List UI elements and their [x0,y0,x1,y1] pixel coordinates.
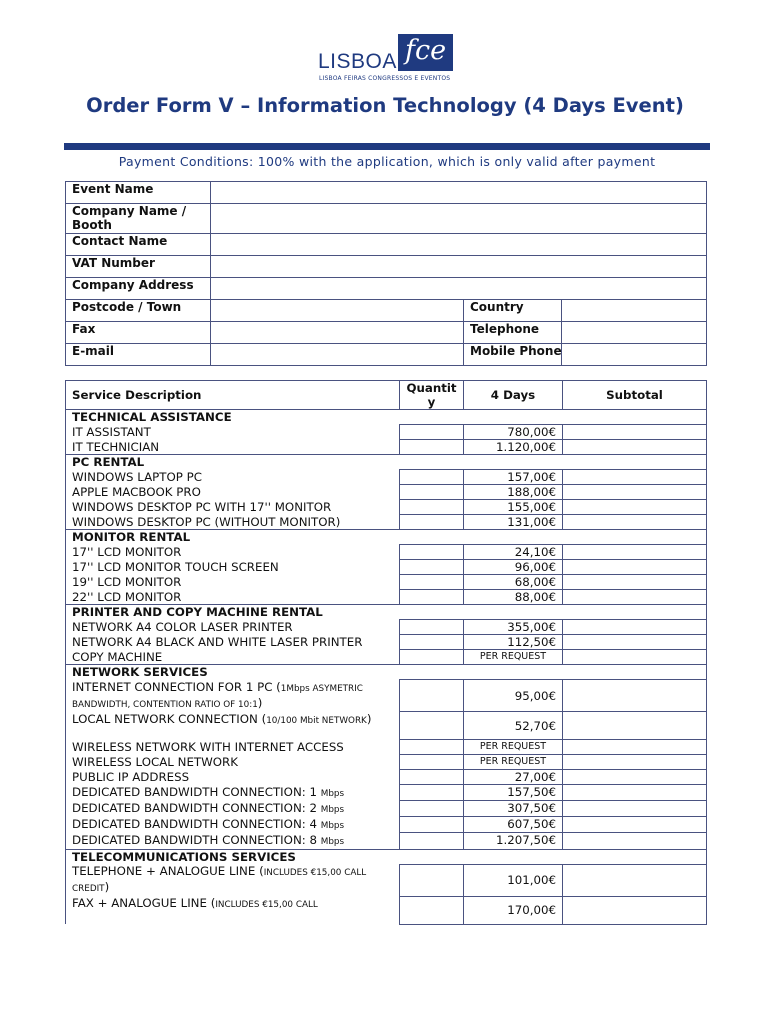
quantity-cell[interactable] [400,425,464,440]
payment-conditions: Payment Conditions: 100% with the application, which is only valid after payment [118,154,656,169]
price-cell: 88,00€ [464,590,563,605]
service-name-text: DEDICATED BANDWIDTH CONNECTION: 8 [72,832,321,847]
service-row [66,500,707,515]
service-name-text: WINDOWS DESKTOP PC WITH 17'' MONITOR [72,499,332,514]
quantity-cell[interactable] [400,620,464,635]
logo-mark: fce [398,34,453,71]
service-name [66,740,400,755]
service-name [66,590,400,605]
service-row [66,425,707,440]
quantity-cell[interactable] [400,680,464,712]
quantity-cell[interactable] [400,833,464,850]
service-row [66,650,707,665]
service-name-text: APPLE MACBOOK PRO [72,484,201,499]
service-note: Mbps [320,820,345,831]
subtotal-cell[interactable] [563,896,707,924]
service-name [66,864,400,896]
service-row [66,896,707,924]
quantity-cell[interactable] [400,440,464,455]
service-name-text: 17'' LCD MONITOR TOUCH SCREEN [72,559,279,574]
service-row [66,620,707,635]
company-address-label: Company Address [66,278,211,300]
service-note-close: ) [366,711,372,726]
subtotal-cell[interactable] [563,635,707,650]
service-row [66,770,707,785]
subtotal-cell[interactable] [563,440,707,455]
service-row [66,801,707,817]
email-label: E-mail [66,344,211,366]
service-row [66,712,707,740]
service-row [66,470,707,485]
subtotal-cell[interactable] [563,712,707,740]
header-service: Service Description [66,381,400,410]
vat-number-field[interactable] [211,256,707,278]
service-name [66,515,400,530]
service-row [66,864,707,896]
subtotal-cell[interactable] [563,770,707,785]
service-name-text: COPY MACHINE [72,649,163,664]
service-note-close: ) [257,695,263,710]
service-name-text: INTERNET CONNECTION FOR 1 PC ( [72,679,281,694]
service-note: Mbps [320,788,345,799]
subtotal-cell[interactable] [563,680,707,712]
service-name-text: WIRELESS NETWORK WITH INTERNET ACCESS [72,739,344,754]
country-label: Country [464,300,562,322]
subtotal-cell[interactable] [563,470,707,485]
price-cell: 1.120,00€ [464,440,563,455]
service-row [66,680,707,712]
service-name [66,801,400,817]
subtotal-cell[interactable] [563,500,707,515]
postcode-town-label: Postcode / Town [66,300,211,322]
service-name-text: PUBLIC IP ADDRESS [72,769,190,784]
postcode-town-field[interactable] [211,300,464,322]
service-note: 1Mbps ASYMETRIC BANDWIDTH, CONTENTION RATIO OF 10:1 [72,683,363,710]
service-row [66,817,707,833]
service-name [66,440,400,455]
service-note-close: ) [104,880,110,894]
quantity-cell[interactable] [400,560,464,575]
service-name [66,833,400,850]
price-cell: 131,00€ [464,515,563,530]
price-cell: 188,00€ [464,485,563,500]
service-name [66,500,400,515]
subtotal-cell[interactable] [563,785,707,801]
section-row [66,665,707,680]
service-name-text: NETWORK A4 BLACK AND WHITE LASER PRINTER [72,634,363,649]
price-cell: 780,00€ [464,425,563,440]
service-name [66,712,400,740]
quantity-cell[interactable] [400,770,464,785]
service-name-text: DEDICATED BANDWIDTH CONNECTION: 1 [72,784,321,799]
service-note: INCLUDES €15,00 CALL [215,900,318,910]
service-name [66,425,400,440]
subtotal-cell[interactable] [563,620,707,635]
service-name-text: FAX + ANALOGUE LINE ( [72,896,216,910]
vat-number-label: VAT Number [66,256,211,278]
service-name-text: 17'' LCD MONITOR [72,544,182,559]
subtotal-cell[interactable] [563,485,707,500]
subtotal-cell[interactable] [563,425,707,440]
service-row [66,485,707,500]
price-cell: 95,00€ [464,680,563,712]
price-cell: 101,00€ [464,864,563,896]
subtotal-cell[interactable] [563,590,707,605]
service-name-text: WIRELESS LOCAL NETWORK [72,754,238,769]
quantity-cell[interactable] [400,485,464,500]
service-row [66,575,707,590]
service-name [66,785,400,801]
quantity-cell[interactable] [400,650,464,665]
section-row [66,455,707,470]
price-cell: 157,50€ [464,785,563,801]
service-row [66,515,707,530]
service-row [66,740,707,755]
subtotal-cell[interactable] [563,650,707,665]
service-name-text: NETWORK A4 COLOR LASER PRINTER [72,619,293,634]
service-name [66,575,400,590]
customer-info-table [65,181,707,366]
telephone-label: Telephone [464,322,562,344]
service-name [66,485,400,500]
service-row [66,440,707,455]
service-row [66,560,707,575]
company-booth-field[interactable] [211,204,707,234]
service-name [66,680,400,712]
service-name-text: IT ASSISTANT [72,424,151,439]
price-cell: PER REQUEST [464,740,563,755]
quantity-cell[interactable] [400,785,464,801]
section-title: NETWORK SERVICES [66,665,707,680]
logo-tagline: LISBOA FEIRAS CONGRESSOS E EVENTOS [319,75,451,82]
price-cell: 96,00€ [464,560,563,575]
service-row [66,545,707,560]
service-name [66,635,400,650]
service-name [66,755,400,770]
subtotal-cell[interactable] [563,740,707,755]
quantity-cell[interactable] [400,590,464,605]
service-name-text: WINDOWS LAPTOP PC [72,469,202,484]
service-name [66,896,400,924]
service-name-text: 22'' LCD MONITOR [72,589,182,604]
quantity-cell[interactable] [400,801,464,817]
price-cell: 607,50€ [464,817,563,833]
fax-field[interactable] [211,322,464,344]
page-title: Order Form V – Information Technology (4 Days Event) [86,94,684,117]
contact-name-field[interactable] [211,234,707,256]
company-booth-label: Company Name / Booth [66,204,211,234]
price-cell: 355,00€ [464,620,563,635]
mobile-phone-label: Mobile Phone [464,344,562,366]
quantity-cell[interactable] [400,712,464,740]
service-name-text: WINDOWS DESKTOP PC (WITHOUT MONITOR) [72,514,341,529]
quantity-cell[interactable] [400,740,464,755]
service-name-text: 19'' LCD MONITOR [72,574,182,589]
service-row [66,590,707,605]
section-row [66,849,707,864]
quantity-cell[interactable] [400,896,464,924]
service-name-text: TELEPHONE + ANALOGUE LINE ( [72,864,264,878]
price-cell: 155,00€ [464,500,563,515]
title-rule [64,143,710,150]
price-cell: 27,00€ [464,770,563,785]
service-row [66,755,707,770]
subtotal-cell[interactable] [563,560,707,575]
section-title: PC RENTAL [66,455,707,470]
service-name-text: IT TECHNICIAN [72,439,160,454]
telephone-field[interactable] [562,322,707,344]
logo-brand: LISBOA [318,50,397,73]
contact-name-label: Contact Name [66,234,211,256]
service-name [66,770,400,785]
subtotal-cell[interactable] [563,545,707,560]
price-cell: 157,00€ [464,470,563,485]
subtotal-cell[interactable] [563,817,707,833]
email-field[interactable] [211,344,464,366]
services-table [65,380,707,925]
company-address-field[interactable] [211,278,707,300]
service-note: Mbps [320,804,345,815]
service-row [66,635,707,650]
price-cell: 52,70€ [464,712,563,740]
service-name [66,545,400,560]
header-subtotal: Subtotal [563,381,707,410]
subtotal-cell[interactable] [563,833,707,850]
country-field[interactable] [562,300,707,322]
section-row [66,410,707,425]
section-row [66,605,707,620]
quantity-cell[interactable] [400,817,464,833]
service-note: 10/100 Mbit NETWORK [266,715,367,726]
quantity-cell[interactable] [400,635,464,650]
event-name-field[interactable] [211,182,707,204]
service-name [66,620,400,635]
subtotal-cell[interactable] [563,864,707,896]
service-row [66,785,707,801]
subtotal-cell[interactable] [563,575,707,590]
quantity-cell[interactable] [400,575,464,590]
service-note: INCLUDES €15,00 CALL CREDIT [72,868,367,894]
section-row [66,530,707,545]
section-title: MONITOR RENTAL [66,530,707,545]
fax-label: Fax [66,322,211,344]
service-name-text: DEDICATED BANDWIDTH CONNECTION: 4 [72,816,321,831]
header-days: 4 Days [464,381,563,410]
service-name [66,560,400,575]
subtotal-cell[interactable] [563,515,707,530]
service-name [66,650,400,665]
quantity-cell[interactable] [400,500,464,515]
service-name [66,817,400,833]
price-cell: 1.207,50€ [464,833,563,850]
service-row [66,833,707,850]
subtotal-cell[interactable] [563,801,707,817]
section-title: TELECOMMUNICATIONS SERVICES [66,849,707,864]
quantity-cell[interactable] [400,864,464,896]
section-title: PRINTER AND COPY MACHINE RENTAL [66,605,707,620]
price-cell: PER REQUEST [464,650,563,665]
service-name-text: DEDICATED BANDWIDTH CONNECTION: 2 [72,800,321,815]
service-note: Mbps [320,836,345,847]
quantity-cell[interactable] [400,470,464,485]
service-name-text: LOCAL NETWORK CONNECTION ( [72,711,267,726]
section-title: TECHNICAL ASSISTANCE [66,410,707,425]
logo [318,34,458,84]
service-name [66,470,400,485]
quantity-cell[interactable] [400,755,464,770]
price-cell: 24,10€ [464,545,563,560]
header-quantity: Quantity [400,381,464,410]
price-cell: PER REQUEST [464,755,563,770]
mobile-phone-field[interactable] [562,344,707,366]
quantity-cell[interactable] [400,515,464,530]
subtotal-cell[interactable] [563,755,707,770]
price-cell: 170,00€ [464,896,563,924]
quantity-cell[interactable] [400,545,464,560]
price-cell: 112,50€ [464,635,563,650]
event-name-label: Event Name [66,182,211,204]
price-cell: 307,50€ [464,801,563,817]
price-cell: 68,00€ [464,575,563,590]
